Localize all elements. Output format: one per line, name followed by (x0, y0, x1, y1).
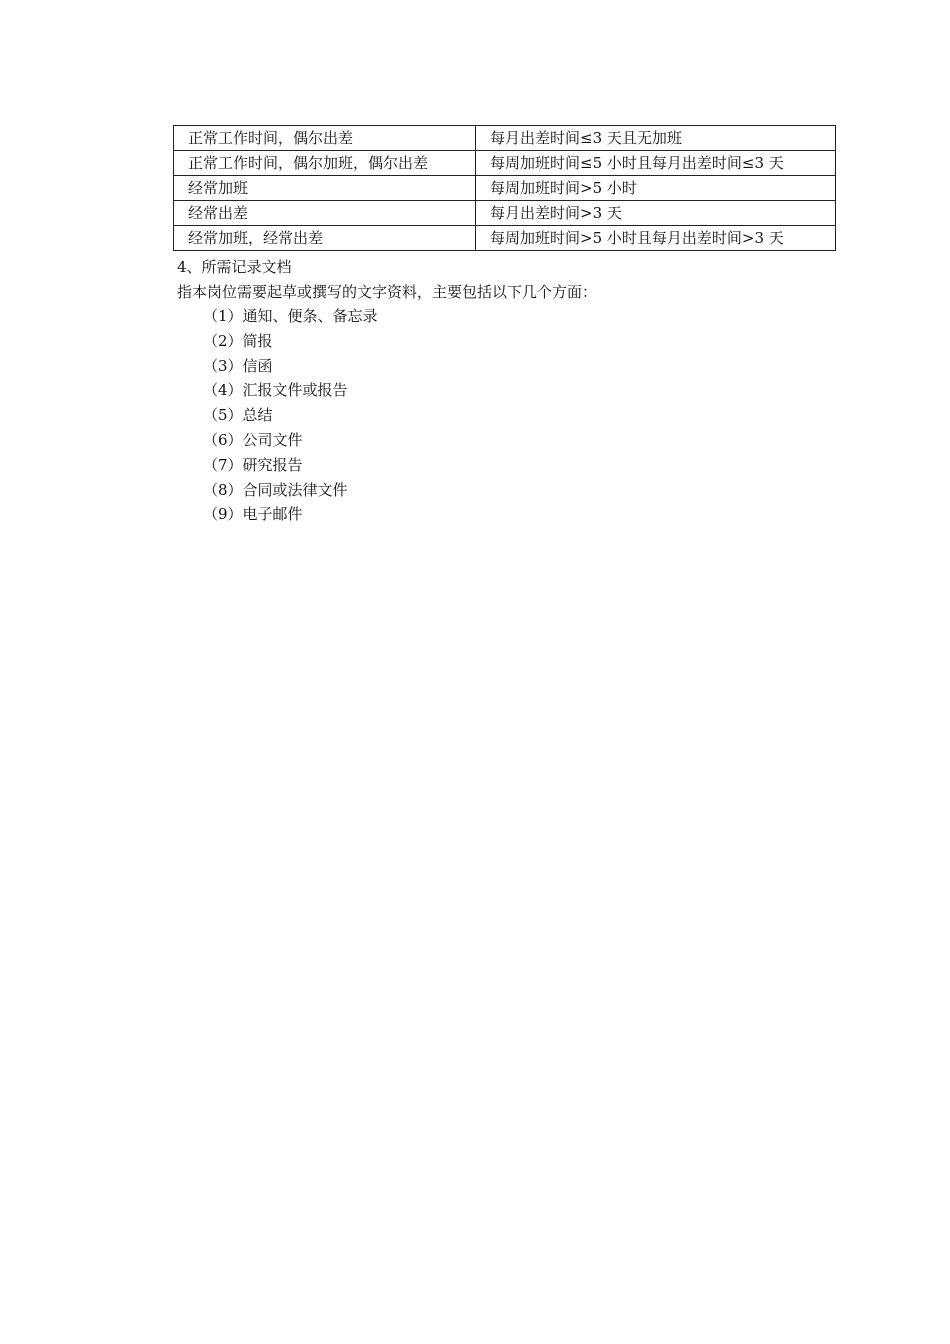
table-row (174, 226, 836, 251)
work-condition-table (173, 125, 836, 251)
condition-cell: 正常工作时间，偶尔出差 (174, 126, 476, 151)
condition-cell: 正常工作时间，偶尔加班，偶尔出差 (174, 151, 476, 176)
list-item: （3）信函 (203, 356, 273, 375)
table-row (174, 151, 836, 176)
table-row (174, 176, 836, 201)
list-item: （4）汇报文件或报告 (203, 381, 348, 400)
list-item: （9）电子邮件 (203, 505, 303, 524)
list-item: （1）通知、便条、备忘录 (203, 307, 378, 325)
list-item: （7）研究报告 (203, 455, 303, 474)
list-item: （5）总结 (203, 406, 273, 425)
document-type-list (203, 306, 378, 529)
criteria-cell: 每周加班时间≤5 小时且每月出差时间≤3 天 (476, 151, 836, 176)
criteria-cell: 每周加班时间>5 小时且每月出差时间>3 天 (476, 226, 836, 251)
list-item: （6）公司文件 (203, 430, 303, 449)
criteria-cell: 每周加班时间>5 小时 (476, 176, 836, 201)
list-item: （2）简报 (203, 331, 273, 350)
list-item: （8）合同或法律文件 (203, 480, 348, 499)
section-intro: 指本岗位需要起草或撰写的文字资料，主要包括以下几个方面： (177, 283, 598, 301)
condition-cell: 经常加班 (174, 176, 476, 201)
condition-cell: 经常加班，经常出差 (174, 226, 476, 251)
section-heading: 4、所需记录文档 (177, 258, 292, 276)
table-row (174, 126, 836, 151)
table-row (174, 201, 836, 226)
criteria-cell: 每月出差时间≤3 天且无加班 (476, 126, 836, 151)
condition-cell: 经常出差 (174, 201, 476, 226)
criteria-cell: 每月出差时间>3 天 (476, 201, 836, 226)
